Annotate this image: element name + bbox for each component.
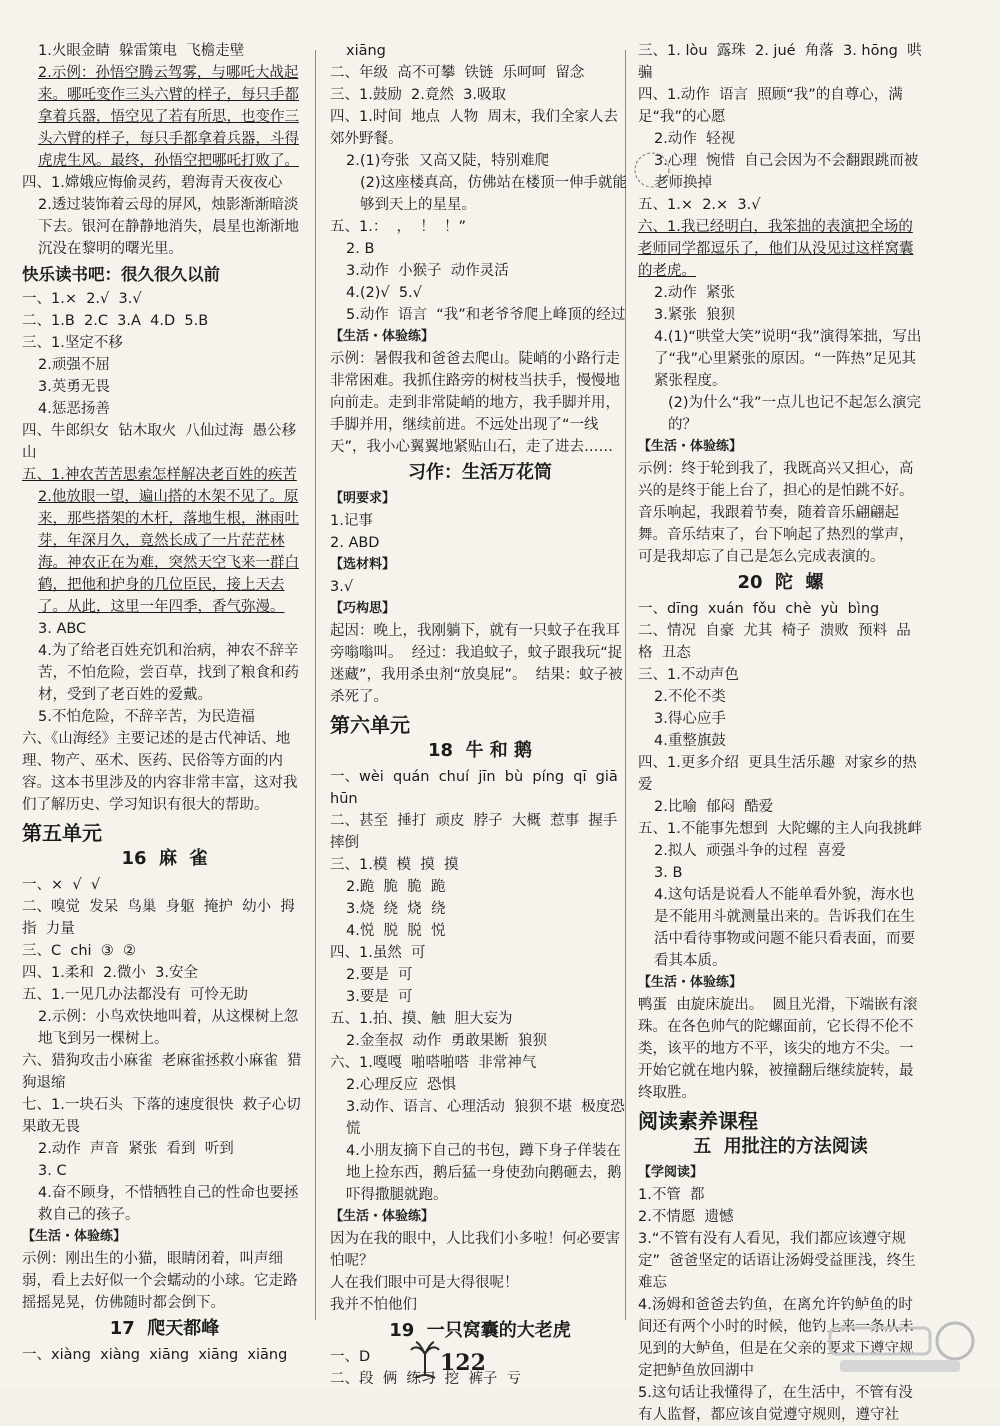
answer-line: 4.惩恶扬善 [38, 401, 110, 417]
exercise-label: 【生活・体验练】 [638, 975, 743, 990]
answer-line: 四、1.动作 语言 照顾“我”的自尊心，满足“我”的心愿 [638, 87, 903, 125]
answer-line: 一、wèi quán chuí jīn bù píng qī giā hūn [330, 769, 628, 807]
exercise-label: 【选材料】 [330, 557, 396, 572]
answer-line: 三、1. lòu 露珠 2. jué 角落 3. hōng 哄骗 [638, 43, 922, 81]
exercise-label: 【生活・体验练】 [330, 1209, 435, 1224]
page-number: 122 [440, 1350, 486, 1376]
answer-line: 2.要是 可 [346, 967, 413, 983]
answer-line: 4.(1)“哄堂大笑”说明“我”演得笨拙，写出了“我”心里紧张的原因。“一阵热”足见其紧张程度。 [654, 329, 922, 389]
answer-line: 四、1.柔和 2.微小 3.安全 [22, 965, 198, 981]
answer-line: 3. C [38, 1163, 67, 1179]
middle-column [330, 40, 630, 1390]
answer-line: 1.火眼金睛 躲雷策电 飞檐走壁 [38, 43, 245, 59]
answer-line: 5.动作 语言 “我”和老爷爷爬上峰顶的经过 [346, 307, 626, 323]
answer-line: 四、1.嫦娥应悔偷灵药，碧海青天夜夜心 [22, 175, 283, 191]
answer-line: 4.(2)√ 5.√ [346, 285, 422, 301]
answer-line: 3.√ [330, 579, 354, 595]
answer-line: xiāng [346, 43, 386, 59]
lesson-title: 五 用批注的方法阅读 [693, 1136, 868, 1157]
answer-line: 3.动作、语言、心理活动 狼狈不堪 极度恐慌 [346, 1099, 625, 1137]
answer-line: 二、情况 自豪 尤其 椅子 溃败 预料 品格 丑态 [638, 623, 911, 661]
answer-line: 四、1.更多介绍 更具生活乐趣 对家乡的热爱 [638, 755, 917, 793]
answer-line: 2. ABD [330, 535, 380, 551]
answer-line: 二、1.B 2.C 3.A 4.D 5.B [22, 313, 209, 329]
palm-tree-icon [410, 1340, 440, 1380]
answer-line: 一、D [330, 1349, 371, 1365]
answer-line: 3.烧 绕 烧 绕 [346, 901, 446, 917]
answer-line: 3. ABC [38, 621, 87, 637]
answer-line: 2.(1)夸张 又高又陡，特别难爬 [346, 153, 550, 169]
answer-line: 5.这句话让我懂得了，在生活中，不管有没有人监督，都应该自觉遵守规则，遵守社 [638, 1385, 913, 1423]
answer-line: 2.他放眼一望，遍山搭的木架不见了。原来，那些搭架的木杆，落地生根，淋雨吐芽，年深月久，竟然长成了一片茫茫林海。神农正在为难，突然天空飞来一群白鹤，把他和护身的几位臣民，接上天去了。从此，这里一年四季，香气弥漫。 [38, 489, 299, 615]
exercise-label: 【生活・体验练】 [638, 439, 743, 454]
answer-line: 2.心理反应 恐惧 [346, 1077, 457, 1093]
lesson-title: 16 麻 雀 [121, 848, 208, 869]
answer-line: 示例：终于轮到我了，我既高兴又担心，高兴的是终于能上台了，担心的是怕跳不好。音乐响起，我跟着节奏，随着音乐翩翩起舞。音乐结束了，台下响起了热烈的掌声，可是我却忘了自己是怎么完成表演的。 [638, 461, 914, 565]
answer-line: 2.透过装饰着云母的屏风，烛影渐渐暗淡下去。银河在静静地消失，晨星也渐渐地沉没在黎明的曙光里。 [38, 197, 299, 257]
answer-line: 3.要是 可 [346, 989, 413, 1005]
answer-line: 六、《山海经》主要记述的是古代神话、地理、物产、巫术、医药、民俗等方面的内容。这本书里涉及的内容非常丰富，这对我们了解历史、学习知识有很大的帮助。 [22, 731, 298, 813]
answer-line: 二、嗅觉 发呆 鸟巢 身躯 掩护 幼小 拇指 力量 [22, 899, 295, 937]
answer-line: 人在我们眼中可是大得很呢！ [330, 1275, 519, 1291]
answer-line: 三、1.不动声色 [638, 667, 739, 683]
answer-line: 5.不怕危险，不辞辛苦，为民造福 [38, 709, 255, 725]
exercise-label: 【巧构思】 [330, 601, 396, 616]
answer-line: 一、dīng xuán fǒu chè yù bìng [638, 601, 880, 617]
answer-line: 3.动作 小猴子 动作灵活 [346, 263, 509, 279]
answer-line: 2.示例：孙悟空腾云驾雾，与哪吒大战起来。哪吒变作三头六臂的样子，每只手都拿着兵器，悟空见了若有所思，也变作三头六臂的样子，每只手都拿着兵器，斗得虎虎生风。最终，孙悟空把哪吒打败了。 [38, 65, 299, 169]
exercise-label: 【生活・体验练】 [22, 1229, 127, 1244]
answer-line: 因为在我的眼中，人比我们小多啦！何必要害怕呢？ [330, 1231, 620, 1269]
answer-line: 五、1.× 2.× 3.√ [638, 197, 761, 213]
answer-line: 3. B [654, 865, 683, 881]
answer-line: 五、1.一见几办法都没有 可怜无助 [22, 987, 249, 1003]
answer-line: 五、1.： ， ！ ！” [330, 219, 467, 235]
answer-line: 四、牛郎织女 钻木取火 八仙过海 愚公移山 [22, 423, 297, 461]
answer-line: 三、1.坚定不移 [22, 335, 123, 351]
answer-line: 3.“不管有没有人看见，我们都应该遵守规定” 爸爸坚定的话语让汤姆受益匪浅，终生难忘 [638, 1231, 916, 1291]
answer-line: 示例：刚出生的小猫，眼睛闭着，叫声细弱，看上去好似一个会蠕动的小球。它走路摇摇晃晃，仿佛随时都会倒下。 [22, 1251, 298, 1311]
exercise-label: 【明要求】 [330, 491, 396, 506]
answer-line: 二、段 俩 练习 挖 裤子 亏 [330, 1371, 522, 1387]
column-divider [315, 50, 316, 1320]
section-heading: 快乐读书吧：很久很久以前 [22, 265, 220, 284]
unit-heading: 第五单元 [22, 821, 102, 845]
answer-line: 六、1.嘎嘎 啪嗒啪嗒 非常神气 [330, 1055, 537, 1071]
answer-line: 4.这句话是说看人不能单看外貌，海水也是不能用斗就测量出来的。告诉我们在生活中看待事物或问题不能只看表面，而要看其本质。 [654, 887, 915, 969]
answer-line: 示例：暑假我和爸爸去爬山。陡峭的小路行走非常困难。我抓住路旁的树枝当扶手，慢慢地向前走。走到非常陡峭的地方，我手脚并用，手脚并用，继续前进。不远处出现了“一线天”，我小心翼翼地紧贴山石，走了进去…… [330, 351, 620, 455]
answer-line: 2.比喻 郁闷 酷爱 [654, 799, 774, 815]
answer-line: 一、1.× 2.√ 3.√ [22, 291, 142, 307]
answer-line: 2.金奎叔 动作 勇敢果断 狼狈 [346, 1033, 547, 1049]
answer-line: 4.重整旗鼓 [654, 733, 726, 749]
answer-line: 2.跪 脆 脆 跪 [346, 879, 446, 895]
right-column [638, 40, 923, 1426]
answer-line: 2.示例：小鸟欢快地叫着，从这棵树上忽地飞到另一棵树上。 [38, 1009, 299, 1047]
answer-line: 4.小朋友摘下自己的书包，蹲下身子佯装在地上捡东西，鹅后猛一身使劲向鹅砸去，鹅吓得撒腿就跑。 [346, 1143, 622, 1203]
stamp-icon [632, 150, 672, 190]
answer-line: 3.英勇无畏 [38, 379, 110, 395]
answer-line: 1.记事 [330, 513, 373, 529]
lesson-title: 20 陀 螺 [737, 572, 824, 593]
answer-line: 五、1.拍、摸、触 胆大妄为 [330, 1011, 513, 1027]
answer-line: (2)这座楼真高，仿佛站在楼顶一伸手就能够到天上的星星。 [360, 175, 628, 213]
answer-line: 2.顽强不屈 [38, 357, 110, 373]
answer-line: 六、猎狗攻击小麻雀 老麻雀拯救小麻雀 猎狗退缩 [22, 1053, 302, 1091]
answer-line: 五、1.不能事先想到 大陀螺的主人向我挑衅 [638, 821, 923, 837]
answer-line: 三、1.模 模 摸 摸 [330, 857, 459, 873]
answer-line: 五、1.神农苦苦思索怎样解决老百姓的疾苦 [22, 467, 297, 483]
answer-line: 鸭蛋 由旋床旋出。 圆且光滑，下端嵌有滚珠。在各色帅气的陀螺面前，它长得不伦不类，该平的地方不平，该尖的地方不尖。一开始它就在地内躲，被撞翻后继续旋转，最终取胜。 [638, 997, 918, 1101]
answer-line: (2)为什么“我”一点儿也记不起怎么演完的？ [668, 395, 922, 433]
answer-line: 2.动作 声音 紧张 看到 听到 [38, 1141, 234, 1157]
answer-line: 2. B [346, 241, 375, 257]
answer-line: 一、× √ √ [22, 877, 101, 893]
answer-line: 二、年级 高不可攀 铁链 乐呵呵 留念 [330, 65, 585, 81]
unit-heading: 阅读素养课程 [638, 1109, 758, 1133]
answer-line: 2.不情愿 遗憾 [638, 1209, 734, 1225]
answer-line: 4.汤姆和爸爸去钓鱼，在离允许钓鲈鱼的时间还有两个小时的时候，他钓上来一条从未见到的大鲈鱼，但是在父亲的要求下遵守规定把鲈鱼放回湖中 [638, 1297, 914, 1379]
answer-line: 2.动作 轻视 [654, 131, 736, 147]
exercise-label: 【学阅读】 [638, 1165, 704, 1180]
answer-line: 四、1.时间 地点 人物 周末，我们全家人去郊外野餐。 [330, 109, 618, 147]
exercise-label: 【生活・体验练】 [330, 329, 435, 344]
answer-line: 二、甚至 捶打 顽皮 脖子 大概 惹事 握手 摔倒 [330, 813, 627, 851]
answer-line: 七、1.一块石头 下落的速度很快 救子心切 果敢无畏 [22, 1097, 310, 1135]
left-column [22, 40, 310, 1366]
answer-line: 2.不伦不类 [654, 689, 726, 705]
answer-line: 4.为了给老百姓充饥和治病，神农不辞辛苦，不怕危险，尝百草，找到了粮食和药材，受到了老百姓的爱戴。 [38, 643, 299, 703]
lesson-title: 17 爬天都峰 [109, 1318, 220, 1339]
answer-line: 4.悦 脱 脱 悦 [346, 923, 446, 939]
lesson-title: 19 一只窝囊的大老虎 [389, 1320, 571, 1341]
answer-line: 我并不怕他们 [330, 1297, 417, 1313]
answer-line: 三、C chi ③ ② [22, 943, 136, 959]
answer-line: 2.动作 紧张 [654, 285, 736, 301]
answer-line: 三、1.鼓励 2.竟然 3.吸取 [330, 87, 506, 103]
lesson-title: 18 牛 和 鹅 [427, 740, 533, 761]
answer-line: 六、1.我已经明白，我笨拙的表演把全场的老师同学都逗乐了，他们从没见过这样窝囊的老虎。 [638, 219, 914, 279]
watermark-logo-icon [810, 1316, 980, 1376]
answer-line: 4.奋不顾身，不惜牺牲自己的性命也要拯救自己的孩子。 [38, 1185, 299, 1223]
answer-line: 四、1.虽然 可 [330, 945, 426, 961]
answer-line: 1.不管 都 [638, 1187, 705, 1203]
answer-line: 3.紧张 狼狈 [654, 307, 736, 323]
answer-line: 3.心理 惋惜 自己会因为不会翻跟跳而被老师换掉 [654, 153, 919, 191]
answer-line: 一、xiàng xiàng xiāng xiāng xiāng [22, 1347, 288, 1363]
unit-heading: 第六单元 [330, 713, 410, 737]
answer-line: 起因：晚上，我刚躺下，就有一只蚊子在我耳旁嗡嗡叫。 经过：我追蚊子，蚊子跟我玩“捉迷藏”，我用杀虫剂“放臭屁”。 结果：蚊子被杀死了。 [330, 623, 623, 705]
answer-line: 2.拟人 顽强斗争的过程 喜爱 [654, 843, 846, 859]
lesson-title: 习作：生活万花筒 [408, 462, 552, 483]
answer-line: 3.得心应手 [654, 711, 726, 727]
